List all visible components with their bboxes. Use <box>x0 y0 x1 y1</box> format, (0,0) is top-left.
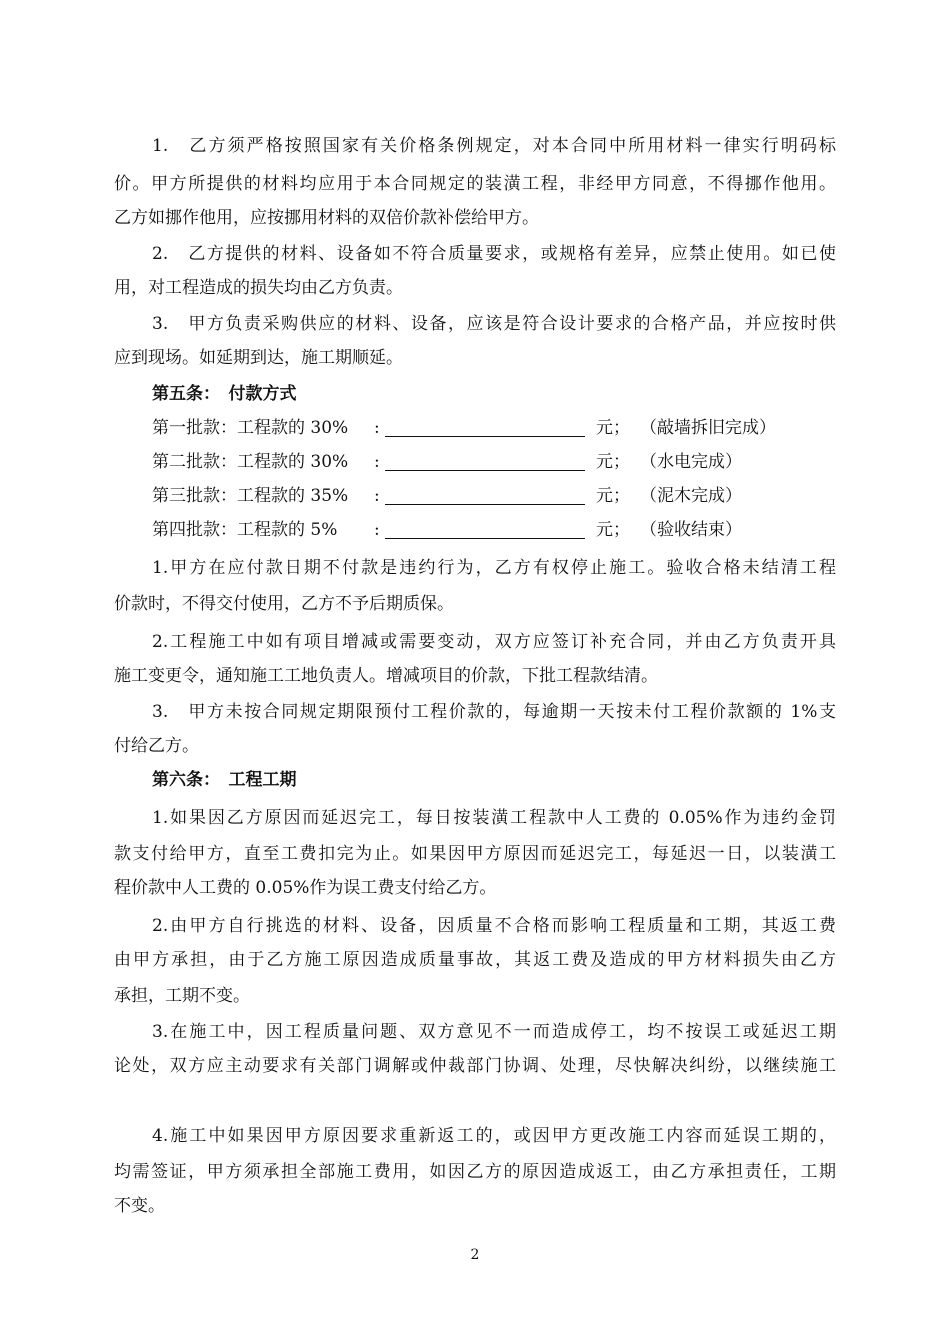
s4-p1-line3: 乙方如挪作他用，应按挪用材料的双倍价款补偿给甲方。 <box>114 208 539 228</box>
s5-p3-line2: 付给乙方。 <box>114 736 199 756</box>
payment-unit: 元； <box>596 520 630 540</box>
s6-p3-line2: 论处，双方应主动要求有关部门调解或仲裁部门协调、处理，尽快解决纠纷，以继续施工 <box>114 1056 836 1076</box>
payment-row-1 <box>152 416 792 440</box>
amount-blank <box>385 486 585 505</box>
amount-blank <box>385 452 585 471</box>
s5-p2-line2: 施工变更令，通知施工工地负责人。增减项目的价款，下批工程款结清。 <box>114 666 658 686</box>
payment-colon: : <box>374 486 380 506</box>
s4-p2-line2: 用，对工程造成的损失均由乙方负责。 <box>114 278 403 298</box>
s6-p2-line2: 由甲方承担，由于乙方施工原因造成质量事故，其返工费及造成的甲方材料损失由乙方 <box>114 950 836 970</box>
payment-row-2 <box>152 450 792 474</box>
payment-colon: : <box>374 520 380 540</box>
payment-label: 第三批款：工程款的 35% <box>152 486 349 506</box>
payment-note: （泥木完成） <box>640 486 742 506</box>
payment-note: （水电完成） <box>640 452 742 472</box>
payment-note: （验收结束） <box>640 520 742 540</box>
page-number: 2 <box>470 1247 480 1263</box>
s4-p1-line1: 1. 乙方须严格按照国家有关价格条例规定，对本合同中所用材料一律实行明码标 <box>152 136 836 156</box>
s5-p3-line1: 3. 甲方未按合同规定期限预付工程价款的，每逾期一天按未付工程价款额的 1%支 <box>152 702 836 722</box>
s6-p1-line3: 程价款中人工费的 0.05%作为误工费支付给乙方。 <box>114 878 497 898</box>
s6-p2-line3: 承担，工期不变。 <box>114 986 250 1006</box>
s6-p4-line3: 不变。 <box>114 1196 165 1216</box>
s4-p2-line1: 2. 乙方提供的材料、设备如不符合质量要求，或规格有差异，应禁止使用。如已使 <box>152 244 836 264</box>
section5-heading: 第五条： 付款方式 <box>152 384 297 404</box>
payment-unit: 元； <box>596 452 630 472</box>
s4-p3-line2: 应到现场。如延期到达，施工期顺延。 <box>114 348 403 368</box>
s5-p1-line2: 价款时，不得交付使用，乙方不予后期质保。 <box>114 594 454 614</box>
s6-p4-line1: 4.施工中如果因甲方原因要求重新返工的，或因甲方更改施工内容而延误工期的， <box>152 1126 836 1146</box>
s6-p1-line1: 1.如果因乙方原因而延迟完工，每日按装潢工程款中人工费的 0.05%作为违约金罚 <box>152 808 836 828</box>
payment-label: 第一批款：工程款的 30% <box>152 418 349 438</box>
payment-colon: : <box>374 452 380 472</box>
s5-p1-line1: 1.甲方在应付款日期不付款是违约行为，乙方有权停止施工。验收合格未结清工程 <box>152 558 836 578</box>
amount-blank <box>385 418 585 437</box>
payment-row-3 <box>152 484 792 508</box>
s5-p2-line1: 2.工程施工中如有项目增减或需要变动，双方应签订补充合同，并由乙方负责开具 <box>152 632 836 652</box>
section6-heading: 第六条： 工程工期 <box>152 770 297 790</box>
payment-label: 第二批款：工程款的 30% <box>152 452 349 472</box>
s6-p1-line2: 款支付给甲方，直至工费扣完为止。如果因甲方原因而延迟完工，每延迟一日，以装潢工 <box>114 844 836 864</box>
payment-note: （敲墙拆旧完成） <box>640 418 776 438</box>
payment-unit: 元； <box>596 418 630 438</box>
s6-p2-line1: 2.由甲方自行挑选的材料、设备，因质量不合格而影响工程质量和工期，其返工费 <box>152 916 836 936</box>
s6-p3-line1: 3.在施工中，因工程质量问题、双方意见不一而造成停工，均不按误工或延迟工期 <box>152 1022 836 1042</box>
s4-p1-line2: 价。甲方所提供的材料均应用于本合同规定的装潢工程，非经甲方同意，不得挪作他用。 <box>114 174 836 194</box>
payment-unit: 元； <box>596 486 630 506</box>
payment-colon: : <box>374 418 380 438</box>
s4-p3-line1: 3. 甲方负责采购供应的材料、设备，应该是符合设计要求的合格产品，并应按时供 <box>152 314 836 334</box>
s6-p4-line2: 均需签证，甲方须承担全部施工费用，如因乙方的原因造成返工，由乙方承担责任，工期 <box>114 1162 836 1182</box>
payment-row-4 <box>152 518 792 542</box>
payment-label: 第四批款：工程款的 5% <box>152 520 338 540</box>
amount-blank <box>385 520 585 539</box>
